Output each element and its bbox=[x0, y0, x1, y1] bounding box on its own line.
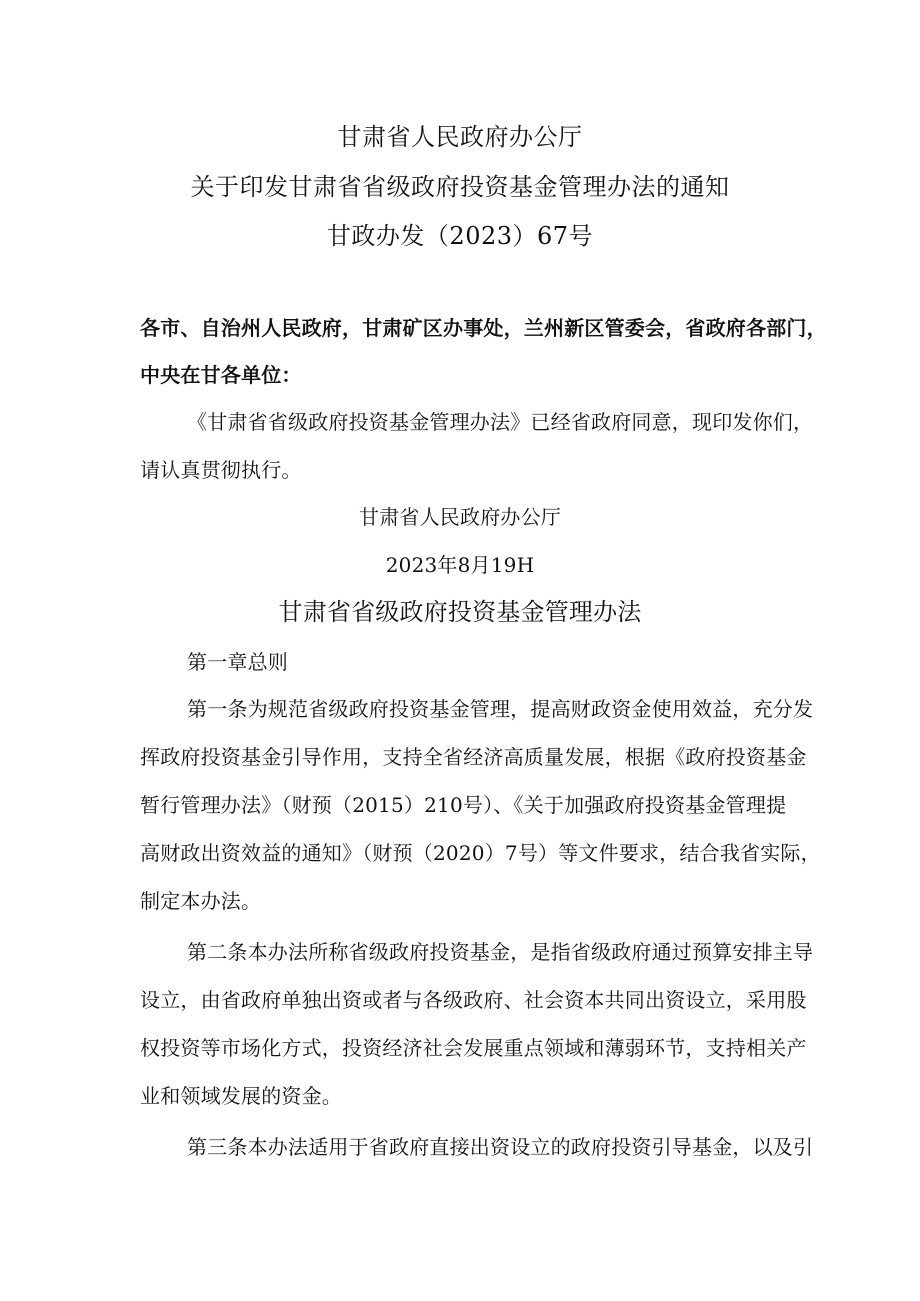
article1-line: 制定本办法。 bbox=[140, 889, 262, 913]
issuer-heading: 甘肃省人民政府办公厅 bbox=[337, 123, 583, 151]
document-number: 甘政办发（2023）67号 bbox=[326, 222, 594, 250]
article1-line: 第一条为规范省级政府投资基金管理，提高财政资金使用效益，充分发 bbox=[187, 697, 814, 721]
signature-issuer: 甘肃省人民政府办公厅 bbox=[359, 505, 561, 529]
body-line-1: 《甘肃省省级政府投资基金管理办法》已经省政府同意，现印发你们， bbox=[187, 410, 814, 434]
notice-title: 关于印发甘肃省省级政府投资基金管理办法的通知 bbox=[190, 173, 730, 201]
addressees-line-1: 各市、自治州人民政府，甘肃矿区办事处，兰州新区管委会，省政府各部门， bbox=[140, 316, 827, 340]
article1-line: 挥政府投资基金引导作用，支持全省经济高质量发展，根据《政府投资基金 bbox=[140, 745, 807, 769]
article3-line: 第三条本办法适用于省政府直接出资设立的政府投资引导基金，以及引 bbox=[187, 1135, 814, 1159]
article2-line: 权投资等市场化方式，投资经济社会发展重点领域和薄弱环节，支持相关产 bbox=[140, 1036, 807, 1060]
chapter-heading: 第一章总则 bbox=[187, 650, 288, 674]
measures-title: 甘肃省省级政府投资基金管理办法 bbox=[278, 598, 642, 626]
article2-line: 设立，由省政府单独出资或者与各级政府、社会资本共同出资设立，采用股 bbox=[140, 988, 807, 1012]
article1-line: 暂行管理办法》（财预（2015）210号）、《关于加强政府投资基金管理提 bbox=[140, 793, 787, 817]
article2-line: 业和领域发展的资金。 bbox=[140, 1084, 342, 1108]
signature-date: 2023年8月19H bbox=[385, 553, 535, 577]
article1-line: 高财政出资效益的通知》（财预（2020）7号）等文件要求，结合我省实际， bbox=[140, 841, 821, 865]
addressees-line-2: 中央在甘各单位： bbox=[140, 363, 302, 387]
article2-line: 第二条本办法所称省级政府投资基金，是指省级政府通过预算安排主导 bbox=[187, 940, 814, 964]
body-line-2: 请认真贯彻执行。 bbox=[140, 458, 302, 482]
